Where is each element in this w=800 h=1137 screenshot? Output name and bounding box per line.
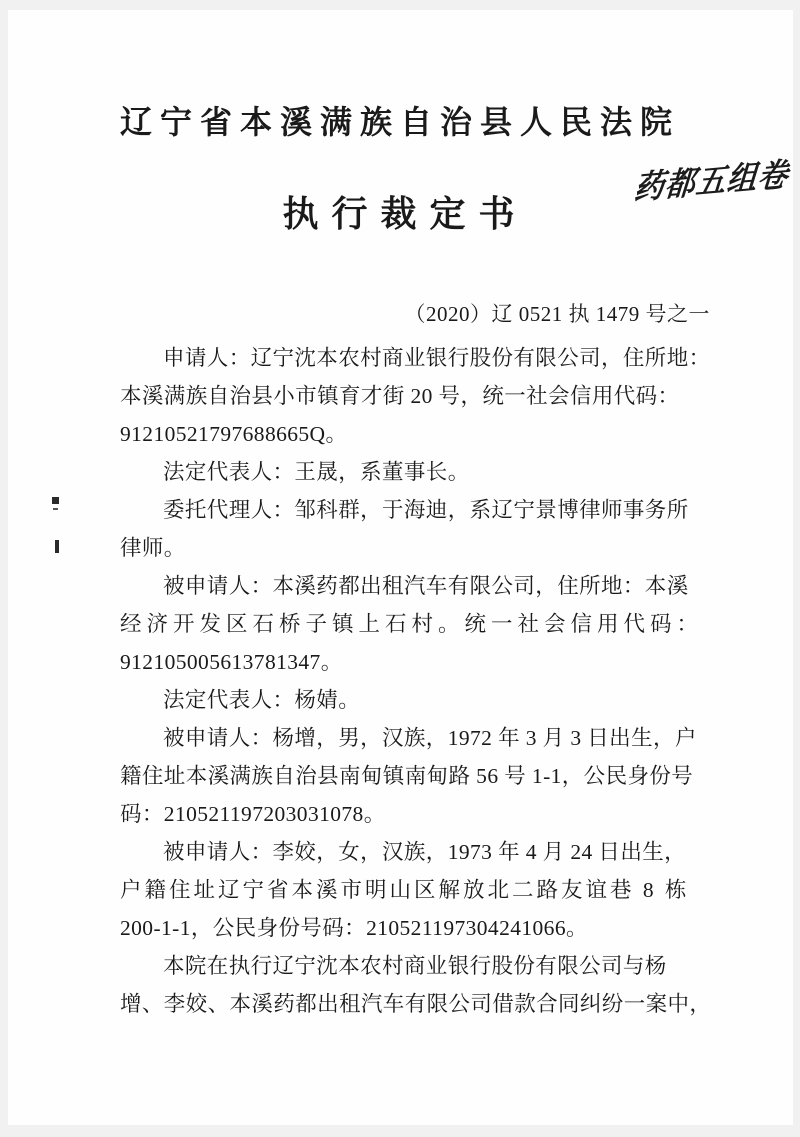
body-line-agents: 委托代理人：邹科群，于海迪，系辽宁景博律师事务所 <box>163 498 689 522</box>
document-page <box>8 10 793 1125</box>
body-line-applicant-credit-code: 91210521797688665Q。 <box>120 422 348 446</box>
body-line-respondent-lijiao-address: 户籍住址辽宁省本溪市明山区解放北二路友谊巷 8 栋 <box>120 878 690 902</box>
scan-artifact-speck <box>52 497 59 504</box>
document-body <box>120 339 710 1023</box>
body-line-applicant: 申请人：辽宁沈本农村商业银行股份有限公司，住所地： <box>163 346 711 370</box>
body-line-respondent-yangzeng-id: 码：210521197203031078。 <box>120 802 386 826</box>
case-number: （2020）辽 0521 执 1479 号之一 <box>404 302 710 326</box>
handwritten-annotation-text: 药都五组卷 <box>632 157 791 207</box>
body-line-respondent-lijiao: 被申请人：李姣，女，汉族，1973 年 4 月 24 日出生， <box>163 840 687 864</box>
body-line-applicant-address: 本溪满族自治县小市镇育才街 20 号，统一社会信用代码： <box>120 384 680 408</box>
body-line-respondent-yangzeng: 被申请人：杨增，男，汉族，1972 年 3 月 3 日出生，户 <box>163 726 697 750</box>
document-title: 执行裁定书 <box>282 194 528 234</box>
body-line-respondent-company: 被申请人：本溪药都出租汽车有限公司，住所地：本溪 <box>163 574 689 598</box>
body-line-case-intro: 本院在执行辽宁沈本农村商业银行股份有限公司与杨 <box>163 954 667 978</box>
court-name: 辽宁省本溪满族自治县人民法院 <box>120 104 681 140</box>
body-line-respondent-yangzeng-address: 籍住址本溪满族自治县南甸镇南甸路 56 号 1-1，公民身份号 <box>120 764 694 788</box>
body-line-agents-cont: 律师。 <box>120 536 186 560</box>
body-line-case-intro-cont: 增、李姣、本溪药都出租汽车有限公司借款合同纠纷一案中， <box>120 992 712 1016</box>
body-line-respondent-company-address: 经济开发区石桥子镇上石村。统一社会信用代码： <box>120 612 704 636</box>
body-line-respondent-lijiao-id: 200-1-1，公民身份号码：210521197304241066。 <box>120 916 588 940</box>
body-line-respondent-company-credit-code: 912105005613781347。 <box>120 650 343 674</box>
scan-artifact-speck <box>55 540 59 553</box>
body-line-legal-rep-applicant: 法定代表人：王晟，系董事长。 <box>163 460 470 484</box>
body-line-legal-rep-respondent: 法定代表人：杨婧。 <box>163 688 361 712</box>
